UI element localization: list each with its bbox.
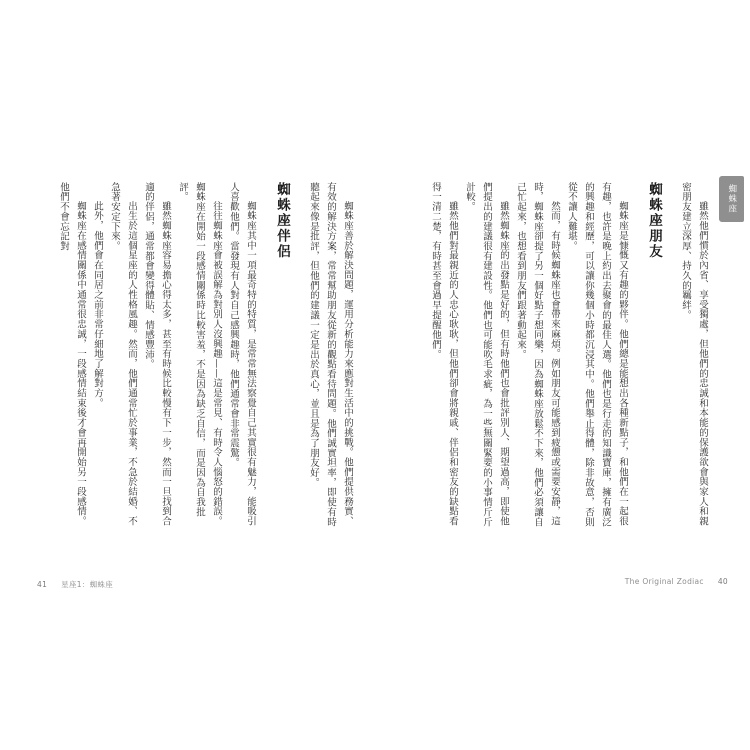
friends-paragraph-1: 蜘蛛座是慷慨又有趣的夥伴。他們總是能想出各種新點子，和他們在一起很有趣，也許是晚上約出去聚會的最佳人選。他們也是行走的知識寶庫，擁有廣泛的興趣和經歷，可以讓你幾個小時都沉浸其中。他們舉止得體，除非故意，否則從不讓人難堪。	[566, 182, 628, 527]
friends-paragraph-3: 雖然蜘蛛座的出發點是好的，但有時他們也會批評別人、期望過高，即使他們提出的建議很有建設性。他們也可能吹毛求疵，為一些無關緊要的小事情斤斤計較。	[464, 182, 509, 527]
footer-left	[37, 579, 113, 590]
running-title: The Original Zodiac	[624, 577, 704, 586]
partners-paragraph-6: 蜘蛛座在感情關係中通常很忠誠，一段感情結束後才會再開始另一段感情。他們不會忘記對	[58, 182, 86, 527]
partners-paragraph-1: 蜘蛛座其中一項最奇特的特質，是常常無法察覺自己其實很有魅力，能吸引人喜歡他們。當發現有人對自己感興趣時，他們通常會非常震驚。	[228, 182, 256, 527]
friends-paragraph-2: 然而，有時候蜘蛛座也會帶來麻煩。例如朋友可能感到疲憊或需要安靜，這時，蜘蛛座卻提了另一個好點子想同樂，因為蜘蛛座放鬆不下來，他們必須讓自己忙起來，也想看到朋友們跟著動起來。	[515, 182, 560, 527]
page-number-40: 40	[717, 577, 728, 586]
partners-paragraph-4: 出生於這個星座的人性格風趣。然而，他們通常忙於事業，不急於結婚、不急著安定下來。	[109, 182, 137, 527]
chapter-running-title: 星座1：蜘蛛座	[61, 580, 114, 589]
page-left	[30, 182, 356, 528]
friends-paragraph-4: 雖然他們對最親近的人忠心耿耿，但他們卻會將親戚、伴侶和密友的缺點看得一清二楚，有時甚至會過早提醒他們。	[430, 182, 458, 527]
chapter-tab	[719, 176, 744, 222]
section-heading-partners: 蜘蛛座伴侶	[274, 182, 290, 260]
section-heading-friends: 蜘蛛座朋友	[646, 182, 662, 260]
footer-right	[625, 577, 728, 586]
partners-paragraph-2: 往往蜘蛛座會被誤解為對別人沒興趣——這是常見、有時令人惱怒的錯誤。蜘蛛座在開始一段感情關係時比較害羞，不是因為缺乏自信，而是因為自我批評。	[177, 182, 222, 527]
friends-paragraph-5-continued: 蜘蛛座善於解決問題，運用分析能力來應對生活中的挑戰。他們提供務實、有效的解決方案，常常幫助朋友從新的觀點看待問題。他們誠實坦率，即使有時聽起來像是批評，但他們的建議一定是出於真心，並且是為了朋友好。	[308, 182, 353, 527]
chapter-tab-label: 蜘蛛座	[726, 184, 737, 214]
partners-paragraph-5: 此外，他們會在同居之前非常仔細地了解對方。	[92, 201, 103, 408]
intro-paragraph-continued: 雖然他們慣於內省、享受獨處，但他們的忠誠和本能的保護欲會與家人和親密朋友建立深厚、持久的羈絆。	[680, 182, 708, 527]
page-number-41: 41	[37, 580, 48, 589]
page-right	[395, 182, 711, 528]
partners-paragraph-3: 雖然蜘蛛座容易擔心得太多，甚至有時候比較慢有下一步，然而一旦找到合適的伴侶，通常都會變得體貼、情感豐沛。	[143, 182, 171, 527]
